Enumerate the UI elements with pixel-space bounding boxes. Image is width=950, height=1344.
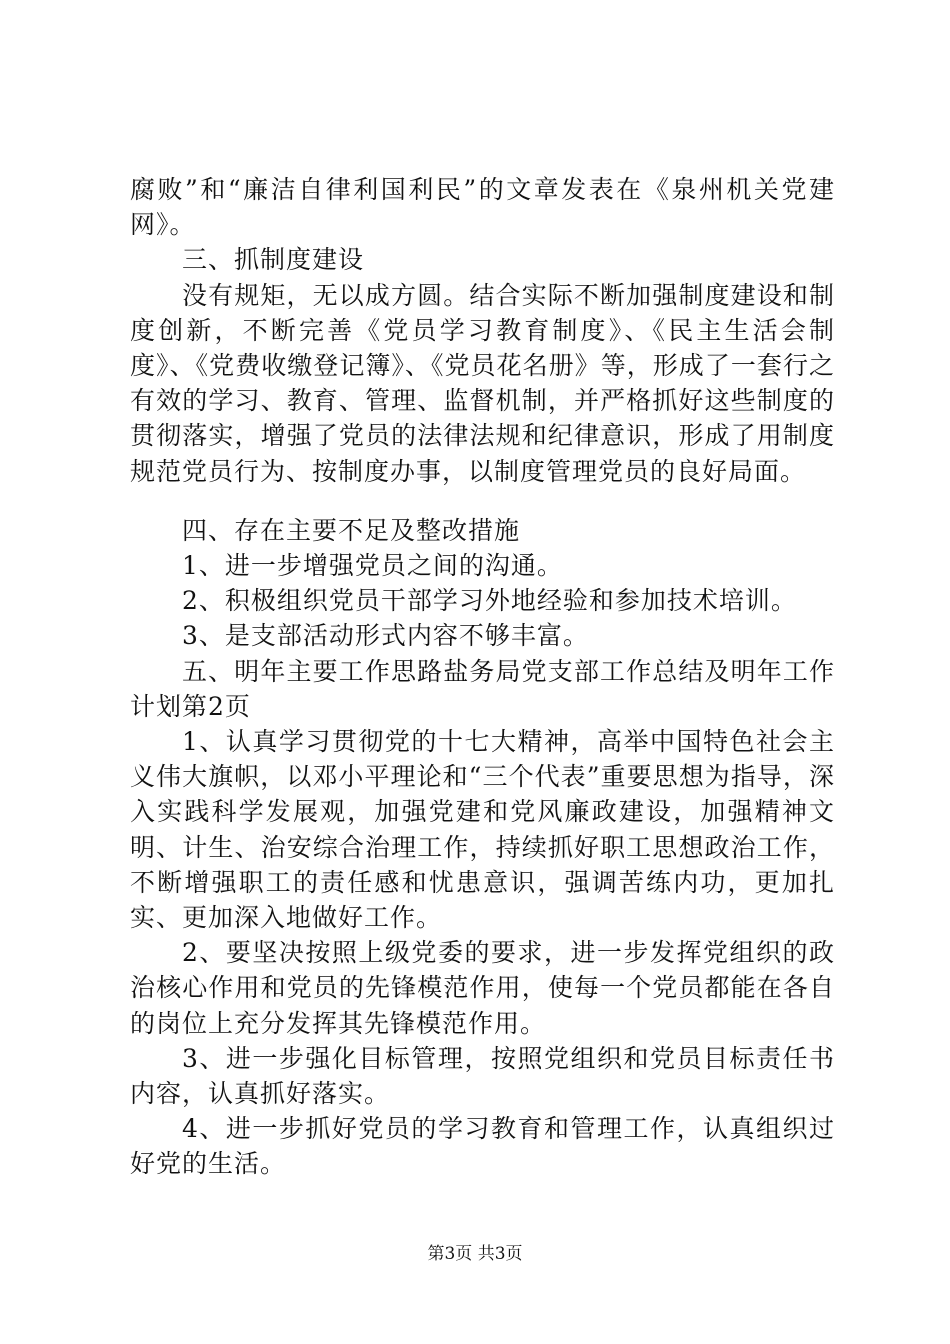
paragraph-system-building: 没有规矩，无以成方圆。结合实际不断加强制度建设和制度创新，不断完善《党员学习教育制度》、《民主生活会制度》、《党费收缴登记簿》、《党员花名册》等，形成了一套行之有效的学习、教育、管理、监督机制，并严格抓好这些制度的贯彻落实，增强了党员的法律法规和纪律意识，形成了用制度规范党员行为、按制度办事，以制度管理党员的良好局面。 (130, 280, 835, 486)
list-item: 2、要坚决按照上级党委的要求，进一步发挥党组织的政治核心作用和党员的先锋模范作用，使每一个党员都能在各自的岗位上充分发挥其先锋模范作用。 (130, 938, 835, 1038)
list-item: 4、进一步抓好党员的学习教育和管理工作，认真组织过好党的生活。 (130, 1114, 835, 1179)
section-heading-4: 四、存在主要不足及整改措施 (182, 515, 521, 545)
document-body (130, 172, 835, 1182)
list-item: 3、是支部活动形式内容不够丰富。 (182, 621, 589, 651)
section-heading-5: 五、明年主要工作思路盐务局党支部工作总结及明年工作计划第2页 (130, 656, 835, 721)
list-item: 2、积极组织党员干部学习外地经验和参加技术培训。 (182, 586, 797, 616)
list-item: 1、认真学习贯彻党的十七大精神，高举中国特色社会主义伟大旗帜，以邓小平理论和“三个代表”重要思想为指导，深入实践科学发展观，加强党建和党风廉政建设，加强精神文明、计生、治安综合治理工作，持续抓好职工思想政治工作，不断增强职工的责任感和忧患意识，强调苦练内功，更加扎实、更加深入地做好工作。 (130, 727, 835, 933)
section-heading-3: 三、抓制度建设 (182, 245, 365, 275)
page-footer: 第3页 共3页 (427, 1244, 523, 1264)
paragraph-continuation: 腐败”和“廉洁自律利国利民”的文章发表在《泉州机关党建网》。 (130, 175, 835, 240)
list-item: 1、进一步增强党员之间的沟通。 (182, 551, 563, 581)
list-item: 3、进一步强化目标管理，按照党组织和党员目标责任书内容，认真抓好落实。 (130, 1043, 835, 1109)
